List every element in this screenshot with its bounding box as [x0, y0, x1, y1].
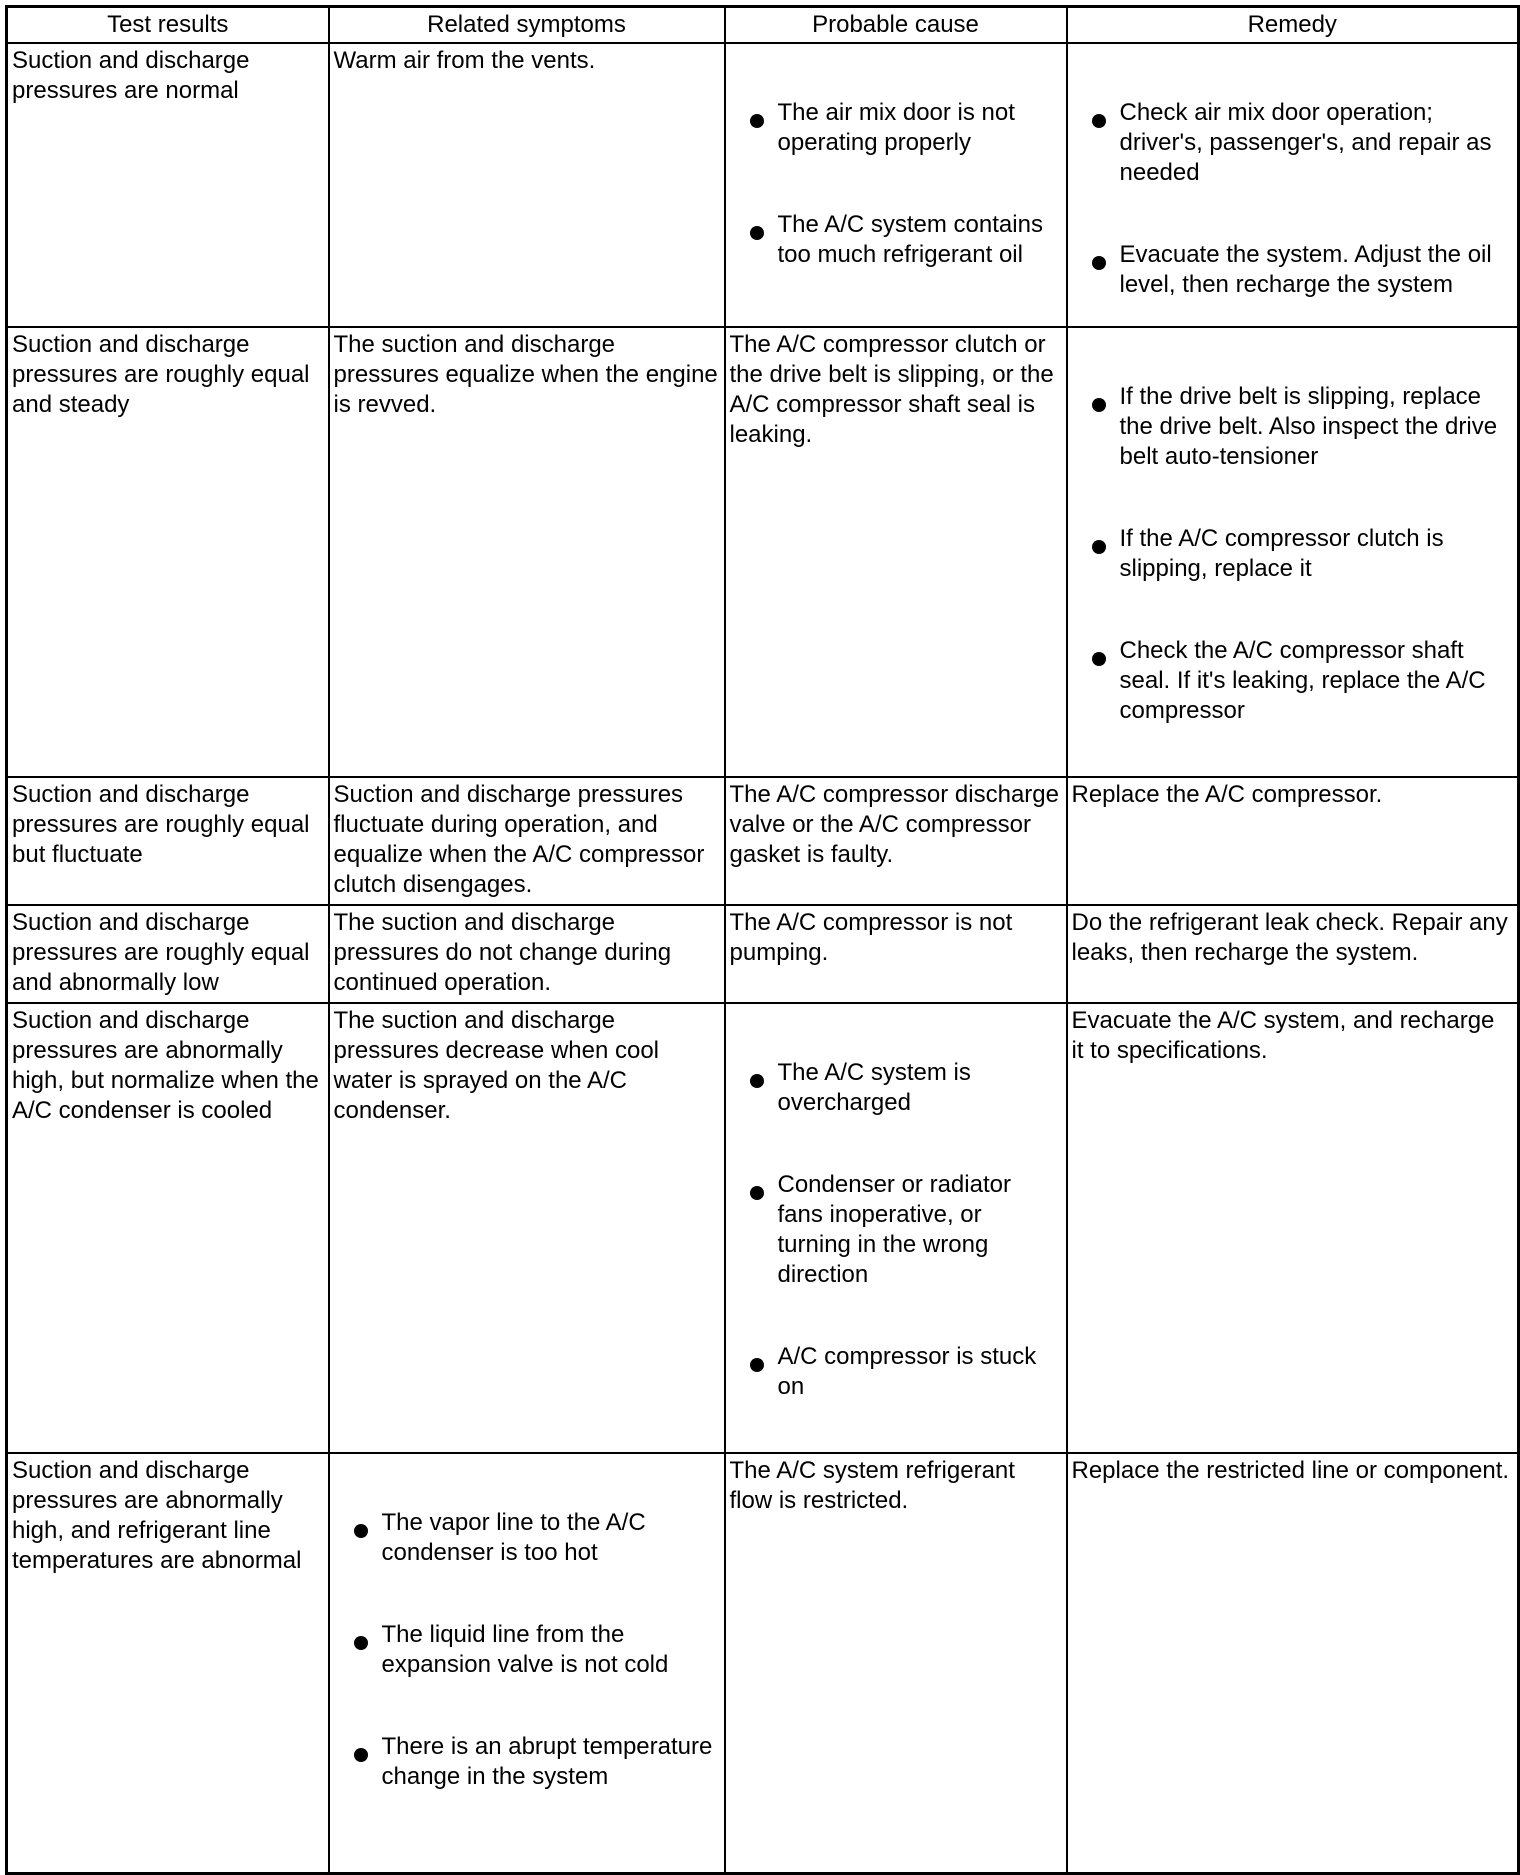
cell-cause	[725, 905, 1067, 1003]
cell-test	[7, 777, 329, 905]
cell-text: Replace the restricted line or component.	[1071, 1457, 1510, 1484]
header-remedy: Remedy	[1067, 7, 1519, 44]
bullet-icon	[354, 1748, 368, 1762]
bullet-item	[1072, 240, 1514, 300]
bullet-text: Check air mix door operation; driver's, passenger's, and repair as needed	[1119, 99, 1492, 186]
bullet-item	[1072, 636, 1514, 726]
cell-text: Suction and discharge pressures are normal	[12, 47, 250, 104]
cell-symptoms	[329, 905, 725, 1003]
cell-test	[7, 43, 329, 327]
table-row	[7, 1453, 1519, 1873]
cell-text: Warm air from the vents.	[333, 47, 596, 74]
cell-cause	[725, 327, 1067, 777]
cell-remedy	[1067, 777, 1519, 905]
bullet-icon	[750, 1074, 764, 1088]
cell-text: Suction and discharge pressures are roughly equal and steady	[12, 331, 310, 418]
bullet-icon	[750, 1358, 764, 1372]
header-test-results: Test results	[7, 7, 329, 44]
table-row	[7, 43, 1519, 327]
bullet-text: There is an abrupt temperature change in the system	[381, 1733, 713, 1790]
table-row	[7, 327, 1519, 777]
cell-test	[7, 1003, 329, 1453]
bullet-item	[1072, 382, 1514, 472]
bullet-item	[730, 210, 1062, 270]
bullet-icon	[1092, 114, 1106, 128]
cell-symptoms	[329, 43, 725, 327]
cell-text: Suction and discharge pressures fluctuate during operation, and equalize when the A/C compressor clutch disengages.	[333, 781, 705, 898]
cell-cause	[725, 1003, 1067, 1453]
header-row	[7, 7, 1519, 44]
bullet-icon	[1092, 256, 1106, 270]
bullet-text: Evacuate the system. Adjust the oil level, then recharge the system	[1119, 241, 1492, 298]
bullet-item	[730, 1058, 1062, 1118]
bullet-text: If the A/C compressor clutch is slipping, replace it	[1119, 525, 1444, 582]
bullet-text: A/C compressor is stuck on	[777, 1343, 1037, 1400]
cell-text: Suction and discharge pressures are roughly equal but fluctuate	[12, 781, 310, 868]
table-row	[7, 777, 1519, 905]
cell-text: The A/C system refrigerant flow is restricted.	[729, 1457, 1015, 1514]
header-probable-cause: Probable cause	[725, 7, 1067, 44]
bullet-icon	[750, 226, 764, 240]
cell-text: The suction and discharge pressures decrease when cool water is sprayed on the A/C condenser.	[333, 1007, 660, 1124]
bullet-list	[334, 1508, 720, 1792]
bullet-text: The liquid line from the expansion valve is not cold	[381, 1621, 669, 1678]
bullet-text: The air mix door is not operating properly	[777, 99, 1015, 156]
bullet-icon	[354, 1524, 368, 1538]
header-related-symptoms: Related symptoms	[329, 7, 725, 44]
bullet-text: The A/C system contains too much refrigerant oil	[777, 211, 1043, 268]
cell-symptoms	[329, 1453, 725, 1873]
cell-text: The suction and discharge pressures equalize when the engine is revved.	[333, 331, 718, 418]
bullet-list	[730, 98, 1062, 270]
ac-diagnosis-table	[5, 5, 1520, 1875]
bullet-list	[1072, 382, 1514, 726]
bullet-icon	[354, 1636, 368, 1650]
cell-symptoms	[329, 327, 725, 777]
cell-text: The A/C compressor is not pumping.	[729, 909, 1013, 966]
table-row	[7, 905, 1519, 1003]
cell-text: Suction and discharge pressures are abnormally high, and refrigerant line temperatures are abnormal	[12, 1457, 302, 1574]
bullet-text: The vapor line to the A/C condenser is too hot	[381, 1509, 646, 1566]
bullet-item	[730, 1342, 1062, 1402]
bullet-text: If the drive belt is slipping, replace the drive belt. Also inspect the drive belt auto-tensioner	[1119, 383, 1498, 470]
bullet-icon	[1092, 540, 1106, 554]
cell-remedy	[1067, 905, 1519, 1003]
cell-text: Suction and discharge pressures are roughly equal and abnormally low	[12, 909, 310, 996]
cell-remedy	[1067, 43, 1519, 327]
cell-text: Evacuate the A/C system, and recharge it to specifications.	[1071, 1007, 1495, 1064]
bullet-text: Condenser or radiator fans inoperative, or turning in the wrong direction	[777, 1171, 1011, 1288]
bullet-item	[334, 1620, 720, 1680]
cell-test	[7, 327, 329, 777]
cell-symptoms	[329, 1003, 725, 1453]
cell-remedy	[1067, 327, 1519, 777]
cell-test	[7, 905, 329, 1003]
cell-cause	[725, 1453, 1067, 1873]
table-row	[7, 1003, 1519, 1453]
bullet-icon	[1092, 398, 1106, 412]
cell-remedy	[1067, 1003, 1519, 1453]
cell-text: Suction and discharge pressures are abnormally high, but normalize when the A/C condenser is cooled	[12, 1007, 319, 1124]
bullet-text: The A/C system is overcharged	[777, 1059, 971, 1116]
cell-text: The A/C compressor discharge valve or the A/C compressor gasket is faulty.	[729, 781, 1059, 868]
cell-symptoms	[329, 777, 725, 905]
bullet-item	[730, 98, 1062, 158]
bullet-item	[334, 1508, 720, 1568]
bullet-text: Check the A/C compressor shaft seal. If it's leaking, replace the A/C compressor	[1119, 637, 1486, 724]
bullet-icon	[750, 114, 764, 128]
bullet-item	[334, 1732, 720, 1792]
bullet-icon	[1092, 652, 1106, 666]
cell-cause	[725, 43, 1067, 327]
bullet-item	[1072, 524, 1514, 584]
cell-text: Do the refrigerant leak check. Repair any leaks, then recharge the system.	[1071, 909, 1508, 966]
cell-text: Replace the A/C compressor.	[1071, 781, 1383, 808]
table-body	[7, 43, 1519, 1873]
bullet-list	[1072, 98, 1514, 300]
cell-text: The suction and discharge pressures do not change during continued operation.	[333, 909, 672, 996]
cell-cause	[725, 777, 1067, 905]
bullet-list	[730, 1058, 1062, 1402]
bullet-icon	[750, 1186, 764, 1200]
cell-text: The A/C compressor clutch or the drive belt is slipping, or the A/C compressor shaft seal is leaking.	[729, 331, 1054, 448]
cell-test	[7, 1453, 329, 1873]
bullet-item	[730, 1170, 1062, 1290]
bullet-item	[1072, 98, 1514, 188]
cell-remedy	[1067, 1453, 1519, 1873]
